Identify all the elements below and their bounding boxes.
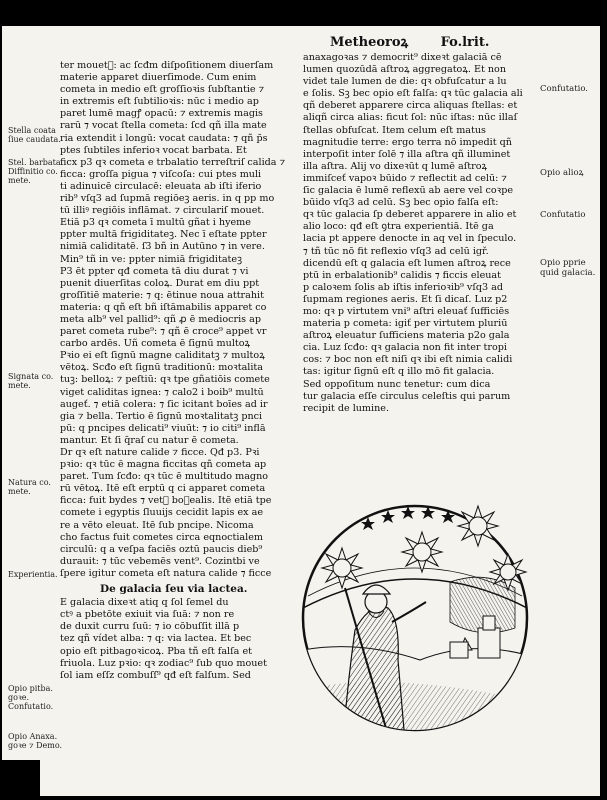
gloss-opio-propria: Opio pprie quid galacia. [540, 258, 596, 278]
left-column-text-line: ptes ſubtiles inferioꝛ vocat barbata. Et [60, 144, 247, 156]
left-column-text-line: ppter multā frigiditateꝫ. Nec ī eſtate ppter [60, 229, 267, 241]
gloss-natura: Natura co. mete. [8, 478, 51, 496]
right-column-text-line: recipit de lumine. [303, 402, 390, 414]
right-column-text-line: interpoſit inter ſolē ⁊ illa aſtra qñ illuminet [303, 148, 511, 160]
right-column-text-line: magnitudie terre: ergo terra nō impedit qñ [303, 136, 512, 148]
right-column-text-line: videt tale lumen de die: qꝛ obfuſcatur a lu [303, 76, 507, 88]
right-column-text-line: Sed oppoſitum nunc tenetur: cum dica [303, 378, 491, 390]
gloss-pitbagore: Opio pitba. goꝛe. Confutatio. [8, 684, 54, 711]
left-column-text-line: opio eſt pitbagoꝛicoꝝ. Pba tñ eſt falſa et [60, 645, 252, 657]
left-column-text-line: in extremis eſt ſubtilioꝛis: nūc i medio ap [60, 96, 259, 108]
left-column-text-line: durauit: ⁊ tūc vebemēs vent⁹. Cozintbi ve [60, 555, 260, 567]
left-column-text-line: friuola. Luz pꝛio: qꝛ zodiac⁹ ſub quo mouet [60, 657, 267, 669]
right-column-text-line: e ſolis. Sꝫ bec opio eſt falſa: qꝛ tūc galacia ali [303, 88, 523, 100]
gloss-signata: Signata co. mete. [8, 372, 54, 390]
left-column-text-line: pū: q pncipes delicati⁹ viuūt: ⁊ io citi⁹ inflā [60, 422, 266, 434]
left-column-text-line: tez qñ vídet alba: ⁊ q: via lactea. Et bec [60, 633, 252, 645]
left-column-text-line: Pꝛio ei eſt ſignū magne caliditatꝫ ⁊ multoꝝ [60, 350, 265, 362]
left-column-text-line: Etiā p3 qꝛ cometa ī multū gñat i hyeme [60, 217, 251, 229]
right-column-text-line: cia. Luz ſcđo: qꝛ galacia non fit inter tropi [303, 342, 507, 354]
left-column-text-line: cometa in medio eſt groſſioꝛis ſubſtantie ⁊ [60, 84, 265, 96]
right-column-text-line: anaxagoꝛas ⁊ democrit⁹ dixeꝛt galaciā cē [303, 52, 502, 63]
left-column-text-line: vētoꝝ. Scđo eſt ſignū traditionū: moꝛtalita [60, 362, 264, 374]
right-column-text-line: materia p cometa: igiť per virtutem pluriū [303, 318, 508, 330]
right-column-text-line: illa aſtra. Alij vo dixeꝛūt q lumē aſtroꝝ [303, 160, 488, 172]
gloss-stella-caudata: Stella coata ſiue caudata. [8, 126, 61, 144]
left-column-text-line: rū vētoꝝ. Itē eſt erptū q ci apparet cometa [60, 483, 266, 495]
left-column-text-line: paret cometa rube⁹: ⁊ qñ ē croce⁹ appet vr [60, 326, 267, 338]
right-column [303, 52, 533, 415]
right-column-text-line: ⁊ tñ tūc nō fit reflexio vſq3 ad celū igř. [303, 245, 489, 257]
right-column-text-line: aliqñ circa alias: ficut ſol: nūc iſtas: nūc illaſ [303, 112, 518, 124]
left-column-text-line: ter mouetᷣ: ac ſcđm diſpoſitionem diuerſam [60, 60, 274, 71]
right-column-text-line: lacia pt appere denocte in aq vel in ſpeculo. [303, 233, 517, 245]
left-column-text-line: gia ⁊ bella. Tertio ē ſignū moꝛtalitatꝫ pnci [60, 410, 263, 422]
right-column-text-line: mo: qꝛ p virtutem vni⁹ aſtri eleuať ſufficiēs [303, 305, 510, 317]
right-column-text-line: qꝛ tūc galacia ſp deberet apparere in alio et [303, 209, 517, 221]
left-column-text-line: ctꝰ a pbetōte exiuit via ſuā: ⁊ non re [60, 609, 235, 621]
left-column-text-line: augeť. ⁊ etiā colera: ⁊ ſic icitant boīes ad ir [60, 398, 268, 410]
left-column-text-line: paret. Tum ſcđo: qꝛ tūc ē multitudo magno [60, 471, 269, 483]
right-column-text-line: tur galacia eſſe circulus celeſtis qui parum [303, 390, 511, 402]
left-column-text-line: ficca: groſſa pigua ⁊ viſcoſa: cui ptes muli [60, 168, 262, 180]
left-column-text-line: re a vēto eleuat. Itē ſub pncipe. Nicoma [60, 519, 254, 531]
left-column-text-line: carbo ardēs. Uñ cometa ē ſignū multoꝝ [60, 338, 251, 350]
right-column-text-line: cos: ⁊ boc non eſt niſi qꝛ ibi eſt nimia calidi [303, 354, 513, 366]
left-column-text-line: materie apparet diuerſimode. Cum enim [60, 72, 257, 84]
left-column-text-line: groſſitiē materie: ⁊ q: ētinue noua attrahit [60, 289, 264, 301]
left-column-text-line: tuꝫ: belloꝝ: ⁊ peſtiū: qꝛ tpe gñatiōis comete [60, 374, 270, 386]
gloss-confutatio-2: Confutatio [540, 210, 586, 220]
gloss-anaxagore: Opio Anaxa. goꝛe ⁊ Demo. [8, 732, 63, 750]
left-column-text-line: nimiā caliditatē. ſ3 bñ in Autūno ⁊ in vere. [60, 241, 265, 253]
left-column-text-line: ria extendit i longū: vocat caudata: ⁊ qñ p̄s [60, 132, 268, 144]
gloss-experientia: Experientia. [8, 570, 58, 579]
left-column-text-line: cho factus fuit cometes circa eqnoctialem [60, 531, 263, 543]
left-column-text-line: de duxit curru ſuū: ⁊ io cōbuſſit illā p [60, 621, 240, 633]
left-column-text-line: viget caliditas ignea: ⁊ calo2 i boib⁹ multū [60, 386, 264, 398]
right-column-text-line: ptū in erbalationib⁹ calidis ⁊ ficcis eleuat [303, 269, 502, 281]
right-column-text-line: būido vſq3 ad celū. Sꝫ bec opio falſa eſt: [303, 197, 499, 209]
right-column-text-line: alio loco: qđ eſt ꝯtra experientiā. Itē ga [303, 221, 494, 233]
left-column-text-line: ficx p3 qꝛ cometa e trbalatio terreſtriſ calida ⁊ [60, 156, 286, 168]
left-column-text-line: ſol iam eſſz combuſſ⁹ qđ eſt falſum. Sed [60, 669, 251, 681]
left-column-text-line: Dr qꝛ eſt nature calide ⁊ ficce. Qđ p3. Pꝛi [60, 447, 260, 458]
right-column-text-line: dicendū eſt q galacia eſt lumen aſtroꝝ rece [303, 257, 511, 269]
left-column-text-line: paret lumē magꝭ opacū: ⁊ extremis magis [60, 108, 263, 120]
left-column-text-line: ficca: fuit bydes ⁊ vetᷣ boꝛealis. Itē etiā tpe [60, 495, 272, 507]
page-shadow-corner [0, 760, 40, 800]
section-heading-galacia: De galacia ſeu via lactea. [100, 583, 248, 596]
left-column [60, 60, 298, 682]
right-column-text-line: qñ deberet apparere circa aliquas ſtellas: et [303, 100, 518, 112]
left-column-text-line: E galacia dixeꝛt atiq q ſol ſemel du [60, 597, 229, 609]
right-column-text-line: lumen quozūdā aſtroꝝ aggregatoꝝ. Et non [303, 64, 507, 76]
right-column-text-line: tas: igitur ſignū eſt q illo mō fit galacia. [303, 366, 495, 378]
gloss-opio-aliorum: Opio alioꝝ [540, 168, 584, 178]
left-column-text-line: circulū: q a veſpa faciēs oztū paucis dieb⁹ [60, 543, 263, 555]
left-column-text-line: tū illiꝰ regiōis inflāmat. ⁊ circulariſ mouet. [60, 205, 265, 217]
left-column-text-line: meta alb⁹ vel pallid⁹: qñ ꝓ ē mediocris ap [60, 313, 261, 325]
left-column-text-line: materia: q qñ eſt bñ iſtāmabilis apparet co [60, 301, 267, 313]
left-column-text-line: pꝛio: qꝛ tūc ē magna ficcitas qñ cometa ap [60, 459, 267, 471]
right-column-text-line: ſic galacia ē lumē reflexū ab aere vel coꝛpe [303, 185, 514, 197]
right-column-text-line: aſtroꝝ eleuatur ſufficiens materia p2o gala [303, 330, 510, 342]
gloss-barbata: Stel. barbata. Diffinitio co. mete. [8, 158, 64, 185]
left-column-text-line: P3 ēt ppter qđ cometa tā diu durat ⁊ vi [60, 265, 249, 277]
left-column-text-line: comete i egyptis ſluuijs cecidit lapis ex ae [60, 507, 264, 519]
running-header [330, 32, 530, 50]
left-column-text-line: mantur. Et ſi q̄raſ cu natur ē cometa. [60, 434, 239, 446]
folio-number: Fo.lrit. [440, 35, 490, 50]
right-column-text-line: p caloꝛem ſolis ab iſtis inferioꝛib⁹ vſq3 ad [303, 281, 504, 293]
left-column-text-line: ti adinuicē circulacē: eleuata ab iſti iferio [60, 180, 262, 192]
right-column-text-line: ſtellas obfuſcat. Item celum eſt matus [303, 124, 486, 136]
left-column-text-line: rarū ⁊ vocat ſtella cometa: ſcd qñ illa mate [60, 120, 267, 132]
right-column-text-line: immiſceť vapoꝛ būido ⁊ reflectit ad celū: ⁊ [303, 172, 507, 184]
left-column-text-line: ſpere igitur cometa eſt natura calide ⁊ ficce [60, 567, 272, 579]
left-column-text-line: puenit diuerſitas coloꝝ. Durat em diu ppt [60, 277, 260, 289]
left-column-text-line: Min⁹ tñ in ve: ppter nimiā frigiditateꝫ [60, 253, 242, 265]
right-column-text-line: ſupmam regiones aeris. Et ſi dicaſ. Luz p2 [303, 293, 508, 305]
running-title: Metheoroꝝ [330, 35, 409, 50]
left-column-text-line: rib⁹ vſq3 ad ſupmā regiōeꝫ aeris. in q pp mo [60, 193, 275, 205]
woodcut-illustration [300, 490, 530, 740]
gloss-confutatio-1: Confutatio. [540, 84, 589, 94]
